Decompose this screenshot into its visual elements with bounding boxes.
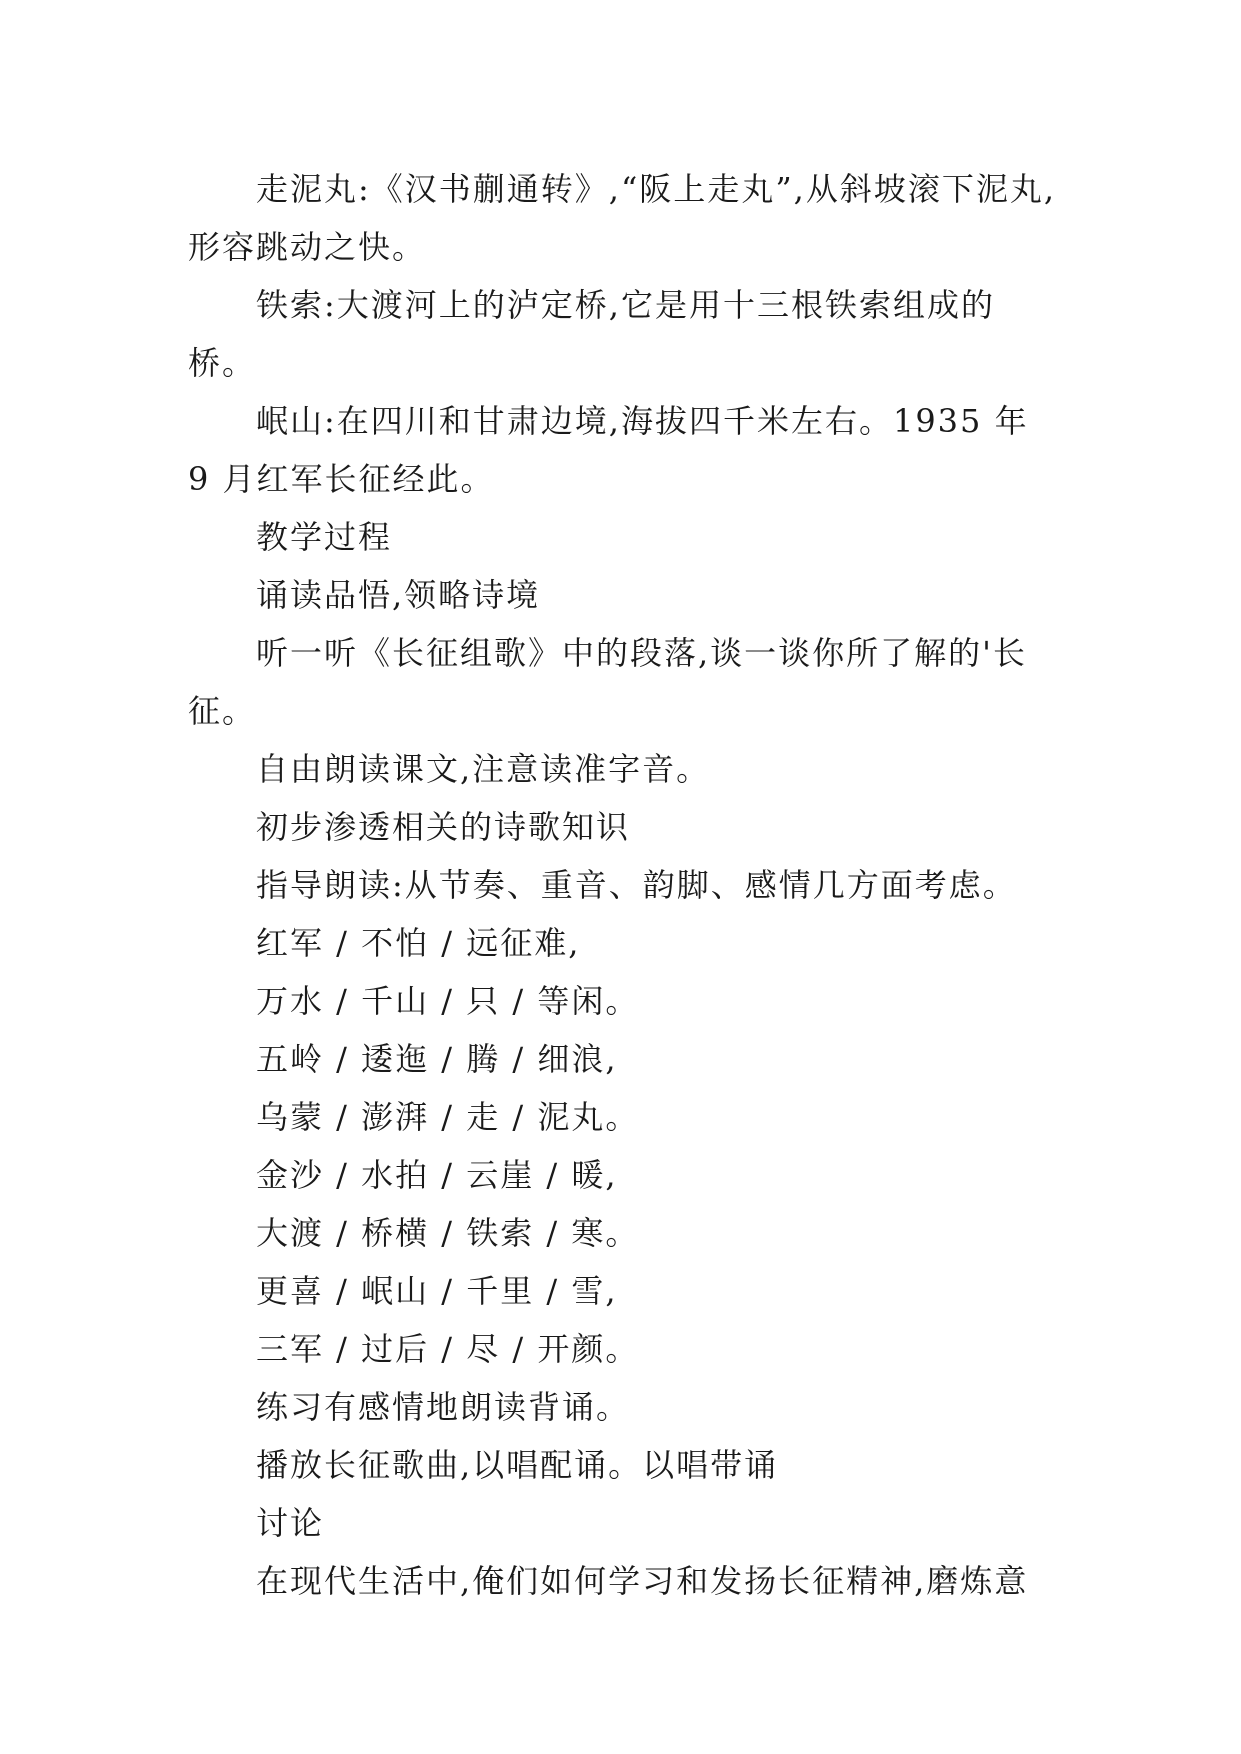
paragraph-discussion-question: 在现代生活中,俺们如何学习和发扬长征精神,磨炼意 bbox=[256, 1562, 1029, 1600]
poem-line-2: 万水 / 千山 / 只 / 等闲。 bbox=[256, 982, 640, 1020]
paragraph-practice: 练习有感情地朗读背诵。 bbox=[256, 1388, 631, 1426]
paragraph-note-zouniwan: 走泥丸:《汉书蒯通转》,“阪上走丸”,从斜坡滚下泥丸,形容跳动之快。 bbox=[188, 170, 1057, 266]
poem-line-3: 五岭 / 逶迤 / 腾 / 细浪, bbox=[256, 1040, 618, 1078]
paragraph-listen: 听一听《长征组歌》中的段落,谈一谈你所了解的'长征。 bbox=[188, 634, 1027, 730]
poem-line-6: 大渡 / 桥横 / 铁索 / 寒。 bbox=[256, 1214, 640, 1252]
paragraph-note-minshan: 岷山:在四川和甘肃边境,海拔四千米左右。1935 年 9 月红军长征经此。 bbox=[188, 402, 1029, 498]
poem-line-7: 更喜 / 岷山 / 千里 / 雪, bbox=[256, 1272, 618, 1310]
poem-line-1: 红军 / 不怕 / 远征难, bbox=[256, 924, 581, 962]
paragraph-reading-guide: 指导朗读:从节奏、重音、韵脚、感情几方面考虑。 bbox=[256, 866, 1017, 904]
poem-line-4: 乌蒙 / 澎湃 / 走 / 泥丸。 bbox=[256, 1098, 640, 1136]
paragraph-free-reading: 自由朗读课文,注意读准字音。 bbox=[256, 750, 711, 788]
poem-line-5: 金沙 / 水拍 / 云崖 / 暖, bbox=[256, 1156, 618, 1194]
paragraph-play-song: 播放长征歌曲,以唱配诵。以唱带诵 bbox=[256, 1446, 779, 1484]
paragraph-note-tiesuo: 铁索:大渡河上的泸定桥,它是用十三根铁索组成的桥。 bbox=[188, 286, 995, 382]
paragraph-poetry-knowledge: 初步渗透相关的诗歌知识 bbox=[256, 808, 631, 846]
section-heading-teaching-process: 教学过程 bbox=[256, 518, 393, 556]
poem-line-8: 三军 / 过后 / 尽 / 开颜。 bbox=[256, 1330, 640, 1368]
document-body bbox=[188, 160, 1058, 1610]
section-heading-discussion: 讨论 bbox=[256, 1504, 325, 1542]
section-heading-recitation: 诵读品悟,领略诗境 bbox=[256, 576, 541, 614]
